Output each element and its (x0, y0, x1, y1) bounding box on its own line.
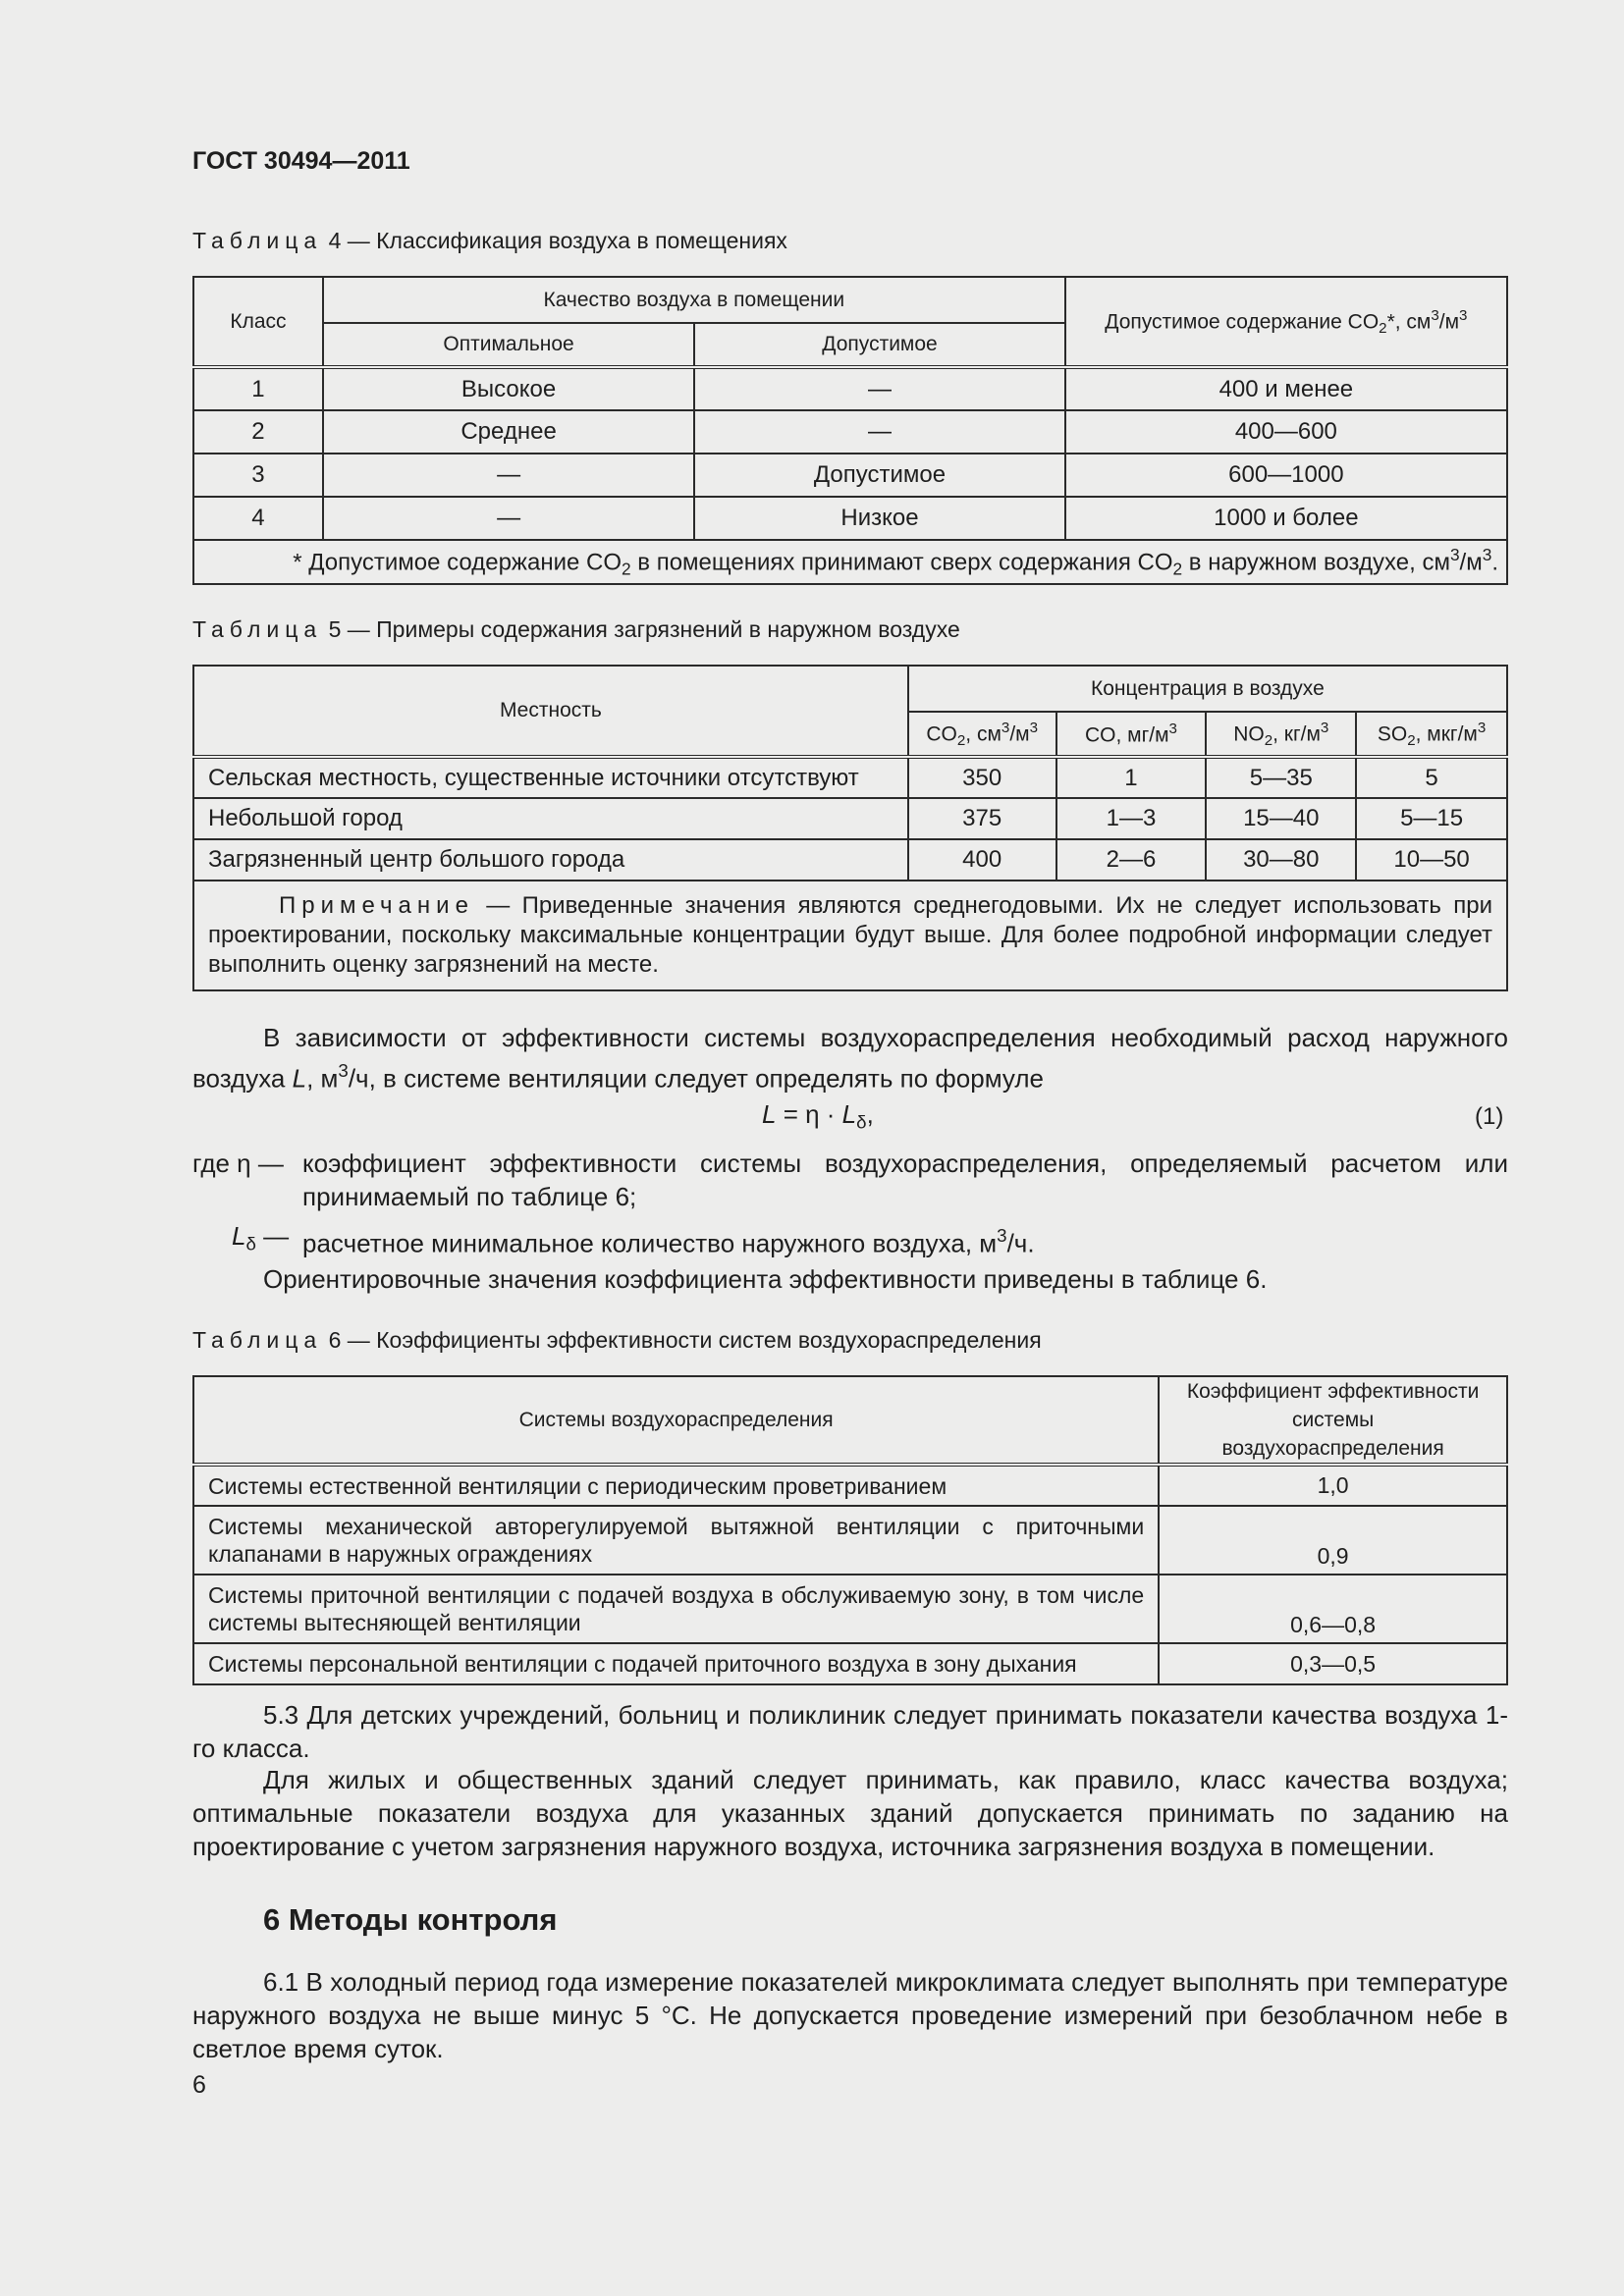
where-eta-label: где η — (192, 1148, 284, 1178)
t4-header-allowed: Допустимое (694, 323, 1064, 367)
where-l-label: $L_\delta$ — (232, 1221, 290, 1255)
paragraph-flow-rate: В зависимости от эффективности системы воздухораспределения необходимый расход наружного воздуха L, $м^3/ч$, в системе вентиляции следует определять по формуле (192, 1023, 1508, 1094)
t4-header-co2: Допустимое содержание $CO_2*$, $см^3/м^3$ (1065, 277, 1507, 367)
paragraph-6-1: 6.1 В холодный период года измерение показателей микроклимата следует выполнять при температуре наружного воздуха не выше минус 5 °С. Не допускается проведение измерений при безоблачном небе в светлое время суток. (192, 1967, 1508, 2063)
formula-1: $L = \eta \cdot L_\delta$, (762, 1099, 874, 1133)
t4-header-quality: Качество воздуха в помещении (323, 277, 1065, 323)
t6-header-coef: Коэффициент эффективности системы воздухораспределения (1159, 1376, 1507, 1465)
paragraph-5-3: 5.3 Для детских учреждений, больниц и поликлиник следует принимать показатели качества воздуха 1-го класса. (192, 1700, 1508, 1763)
table-row: 1 Высокое — 400 и менее (193, 367, 1507, 410)
where-eta-text: коэффициент эффективности системы воздухораспределения, определяемый расчетом или принимаемый по таблице 6; (302, 1148, 1508, 1211)
table-row: 4 — Низкое 1000 и более (193, 497, 1507, 540)
table-6-caption: Таблица 6 — Коэффициенты эффективности систем воздухораспределения (192, 1327, 1042, 1353)
page-number: 6 (192, 2071, 206, 2099)
table-row: 3 — Допустимое 600—1000 (193, 454, 1507, 497)
table-row: Загрязненный центр большого города 400 2—6 30—80 10—50 (193, 839, 1507, 881)
table-row: Системы естественной вентиляции с периодическим проветриванием 1,0 (193, 1465, 1507, 1506)
t4-footnote: * Допустимое содержание $CO_2$ в помещениях принимают сверх содержания $CO_2$ в наружном воздухе, $см^3/м^3$. (193, 540, 1507, 584)
table-row: Системы механической авторегулируемой вытяжной вентиляции с приточными клапанами в наружных ограждениях 0,9 (193, 1506, 1507, 1575)
table-6 (192, 1375, 1508, 1685)
t5-header-so2: $SO_2$, мкг/$м^3$ (1356, 712, 1507, 757)
table-row: Сельская местность, существенные источники отсутствуют 350 1 5—35 5 (193, 757, 1507, 798)
t5-header-place: Местность (193, 666, 908, 757)
table-5-caption: Таблица 5 — Примеры содержания загрязнений в наружном воздухе (192, 616, 960, 642)
table-5 (192, 665, 1508, 991)
table-row: Небольшой город 375 1—3 15—40 5—15 (193, 798, 1507, 839)
formula-number: (1) (1475, 1103, 1504, 1130)
t6-header-systems: Системы воздухораспределения (193, 1376, 1159, 1465)
t4-header-class: Класс (193, 277, 323, 367)
t4-header-optimal: Оптимальное (323, 323, 694, 367)
t5-header-co2: $CO_2$, $см^3/м^3$ (908, 712, 1056, 757)
paragraph-residential: Для жилых и общественных зданий следует принимать, как правило, класс качества воздуха; оптимальные показатели воздуха для указанных зданий допускается принимать по заданию на проектирование с учетом загрязнения наружного воздуха, источника загрязнения воздуха в помещении. (192, 1765, 1508, 1861)
table-row: Системы персональной вентиляции с подачей приточного воздуха в зону дыхания 0,3—0,5 (193, 1643, 1507, 1684)
table-row: 2 Среднее — 400—600 (193, 410, 1507, 454)
paragraph-coef-ref: Ориентировочные значения коэффициента эффективности приведены в таблице 6. (263, 1264, 1268, 1294)
document-header: ГОСТ 30494—2011 (192, 147, 410, 175)
t5-header-no2: $NO_2$, $кг/м^3$ (1206, 712, 1356, 757)
table-row: Системы приточной вентиляции с подачей воздуха в обслуживаемую зону, в том числе системы вытесняющей вентиляции 0,6—0,8 (193, 1575, 1507, 1643)
section-6-heading: 6 Методы контроля (263, 1902, 558, 1937)
t5-note: Примечание — Приведенные значения являются среднегодовыми. Их не следует использовать при проектировании, поскольку максимальные концентрации будут выше. Для более подробной информации следует выполнить оценку загрязнений на месте. (193, 881, 1507, 990)
where-l-text: расчетное минимальное количество наружного воздуха, $м^3/ч$. (302, 1225, 1035, 1258)
t5-header-co: CO, $мг/м^3$ (1056, 712, 1207, 757)
t5-header-conc: Концентрация в воздухе (908, 666, 1507, 712)
table-4 (192, 276, 1508, 585)
table-4-caption: Таблица 4 — Классификация воздуха в помещениях (192, 228, 787, 253)
